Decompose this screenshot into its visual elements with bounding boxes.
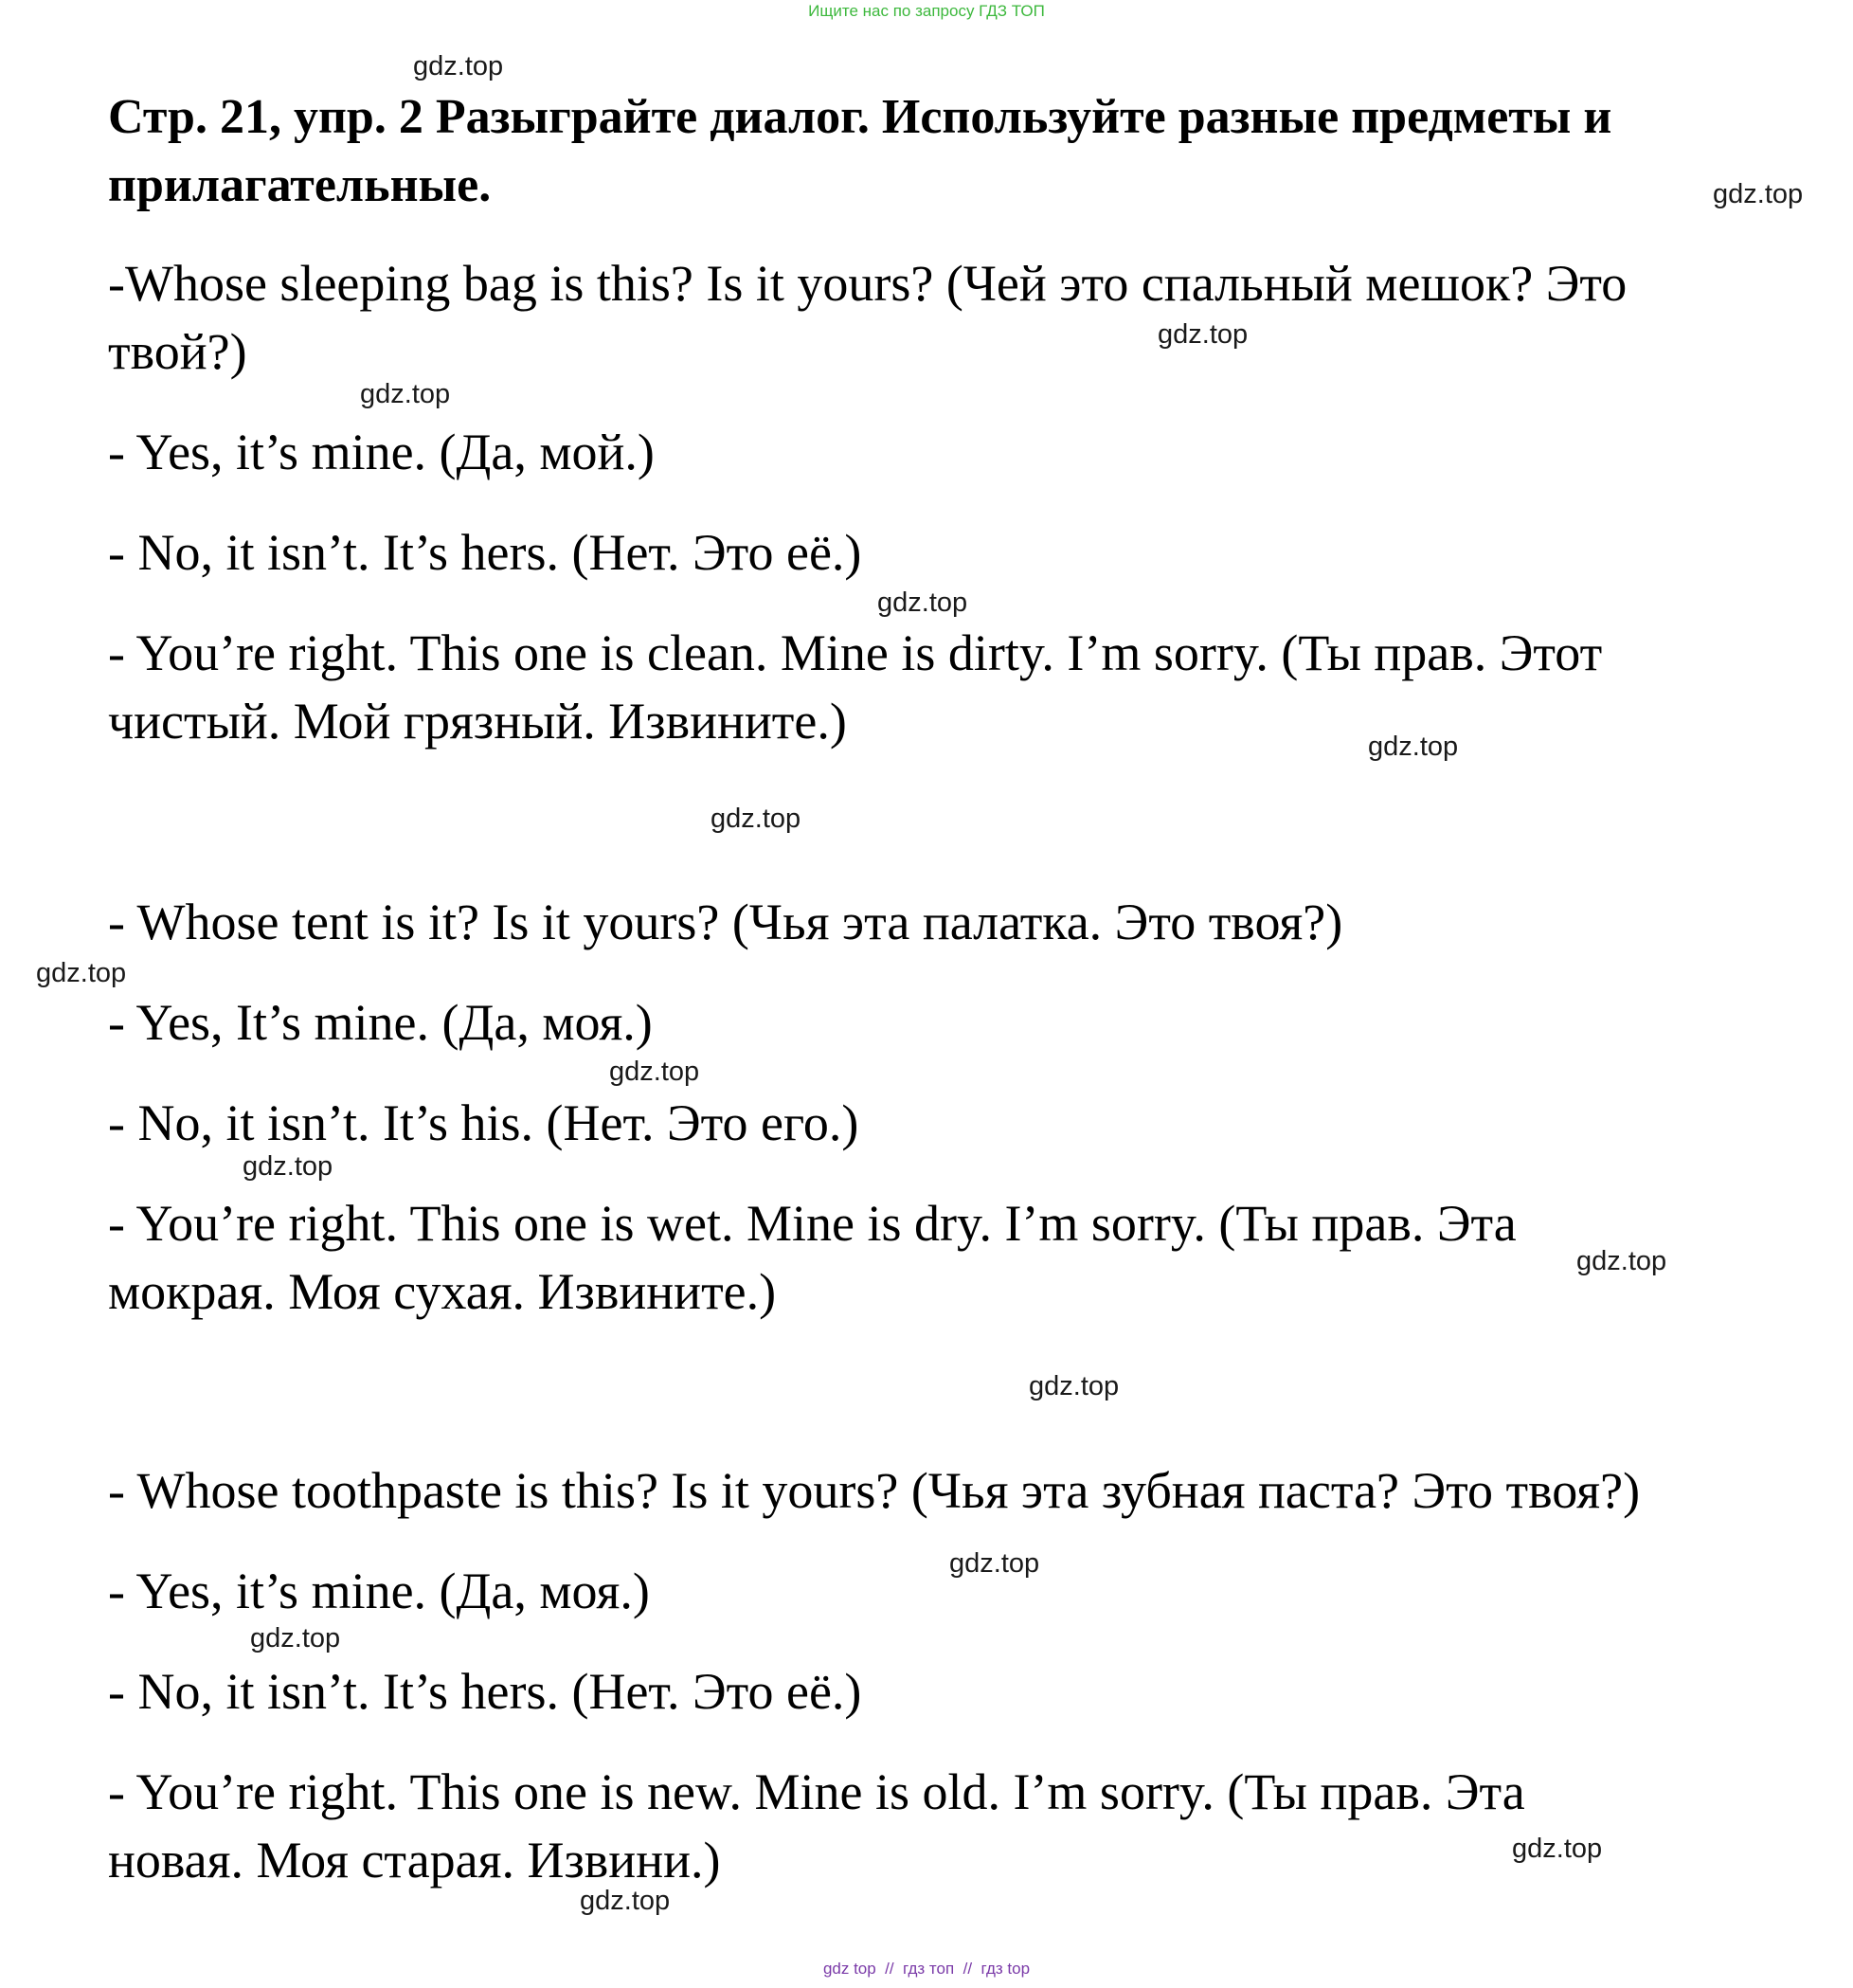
watermark: gdz.top [1576,1246,1667,1276]
watermark: gdz.top [243,1151,333,1182]
footer-links[interactable]: gdz top // гдз топ // гдз top [822,1960,1031,1978]
watermark: gdz.top [711,804,801,834]
dialogue-line: - No, it isn’t. It’s hers. (Нет. Это её.) [108,524,862,581]
watermark: gdz.top [580,1886,671,1916]
exercise-title: Стр. 21, упр. 2 Разыграйте диалог. Используйте разные предметы и прилагательные. [108,90,1612,212]
dialogue-line: -Whose sleeping bag is this? Is it yours? (Чей это спальный мешок? Это [108,255,1628,312]
watermark: gdz.top [250,1623,341,1654]
watermark: gdz.top [1158,319,1249,350]
dialogue-line: твой?) [108,323,247,380]
dialogue-line: - No, it isn’t. It’s his. (Нет. Это его.) [108,1094,859,1151]
watermark: gdz.top [1713,179,1804,209]
watermark: gdz.top [609,1057,700,1087]
dialogue-line: - You’re right. This one is clean. Mine is dirty. I’m sorry. (Ты прав. Этот [108,624,1603,681]
dialogue-line: новая. Моя старая. Извини.) [108,1832,721,1889]
watermark: gdz.top [1368,732,1459,762]
dialogue-line: - Whose toothpaste is this? Is it yours? (Чья эта зубная паста? Это твоя?) [108,1462,1641,1519]
watermark: gdz.top [877,587,968,618]
dialogue-line: - Yes, It’s mine. (Да, моя.) [108,994,653,1051]
top-banner-link[interactable]: Ищите нас по запросу ГДЗ ТОП [808,2,1045,20]
dialogue-line: - Yes, it’s mine. (Да, мой.) [108,424,655,480]
watermark: gdz.top [413,51,504,81]
watermark: gdz.top [1029,1371,1120,1401]
dialogue-line: - No, it isn’t. It’s hers. (Нет. Это её.) [108,1663,862,1720]
dialogue-line: - You’re right. This one is wet. Mine is dry. I’m sorry. (Ты прав. Эта [108,1195,1517,1252]
watermark: gdz.top [1512,1834,1603,1864]
dialogue-line: - You’re right. This one is new. Mine is old. I’m sorry. (Ты прав. Эта [108,1763,1525,1820]
dialogue-line: мокрая. Моя сухая. Извините.) [108,1263,777,1320]
watermark: gdz.top [36,958,127,988]
watermark: gdz.top [360,379,451,409]
watermark: gdz.top [949,1548,1040,1579]
dialogue-line: - Whose tent is it? Is it yours? (Чья эта палатка. Это твоя?) [108,894,1343,950]
dialogue-line: чистый. Мой грязный. Извините.) [108,693,847,750]
dialogue-line: - Yes, it’s mine. (Да, моя.) [108,1563,650,1619]
